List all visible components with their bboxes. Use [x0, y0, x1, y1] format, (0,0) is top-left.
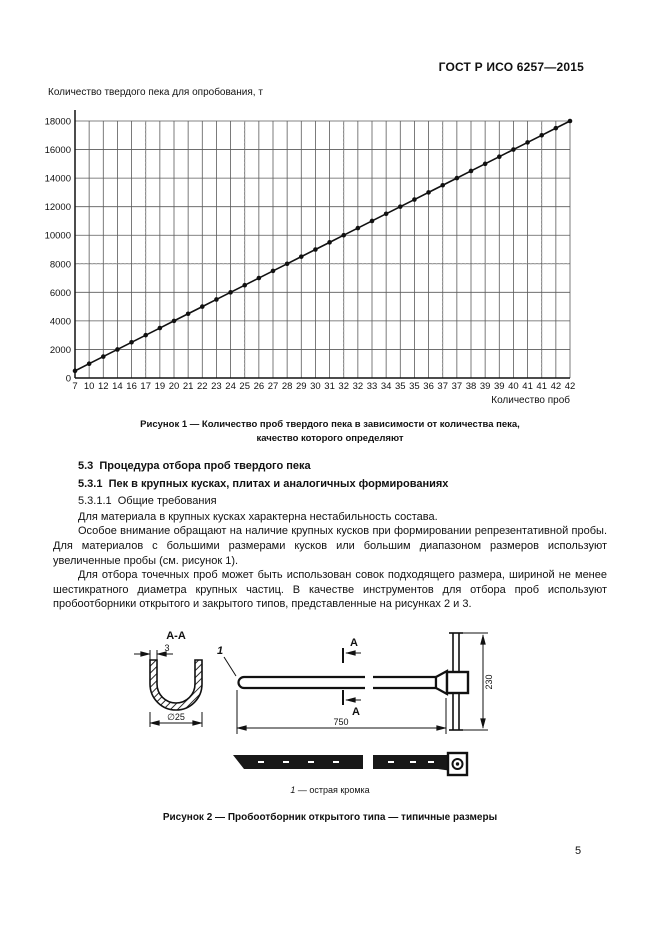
figure1-caption: [53, 418, 607, 445]
heading-5-3-1-1: 5.3.1.1 Общие требования: [78, 495, 217, 508]
handle-block: [447, 672, 468, 693]
trough-plan-left: [233, 755, 363, 769]
svg-text:23: 23: [211, 381, 222, 392]
heading-5-3: 5.3 Процедура отбора проб твердого пека: [78, 460, 311, 472]
svg-text:42: 42: [564, 381, 576, 392]
paragraph-1: Для материала в крупных кусках характерна нестабильность состава.: [78, 510, 438, 523]
svg-text:27: 27: [267, 381, 279, 392]
svg-text:12000: 12000: [44, 202, 71, 214]
svg-text:35: 35: [394, 381, 406, 392]
svg-text:33: 33: [366, 381, 378, 392]
chart-y-axis-label: Количество твердого пека для опробования, т: [48, 87, 263, 98]
svg-text:18000: 18000: [44, 116, 71, 128]
diameter-dimension: ∅25: [167, 712, 185, 722]
svg-text:32: 32: [338, 381, 350, 392]
svg-text:Количество проб: Количество проб: [491, 395, 570, 406]
svg-text:32: 32: [352, 381, 364, 392]
svg-text:34: 34: [380, 381, 392, 392]
svg-text:30: 30: [310, 381, 321, 392]
legend-callout-number: 1: [290, 785, 296, 795]
section-arrow-a-bottom: А: [352, 706, 360, 718]
paragraph-3: Для отбора точечных проб может быть использован совок подходящего размера, шириной не менее шестикратного диаметра крупных частиц. В качестве инструментов для отбора проб используют пробоотборники открытого и закрытого типов, представленные на рисунках 2 и 3.: [53, 569, 607, 611]
svg-text:39: 39: [493, 381, 505, 392]
svg-text:4000: 4000: [49, 316, 71, 328]
figure2-legend: [53, 785, 607, 795]
svg-text:36: 36: [423, 381, 434, 392]
section-arrow-a-top: А: [350, 637, 358, 649]
ferrule: [436, 671, 447, 694]
svg-text:2000: 2000: [49, 344, 71, 356]
section-aa-label: А-А: [166, 630, 186, 642]
svg-text:21: 21: [182, 381, 194, 392]
page-number: 5: [575, 845, 582, 857]
u-channel-cross-section: [150, 660, 202, 710]
handle-dimension: 230: [484, 674, 494, 690]
svg-text:12: 12: [97, 381, 109, 392]
svg-text:24: 24: [225, 381, 236, 392]
svg-text:7: 7: [72, 381, 78, 392]
svg-text:10: 10: [83, 381, 95, 392]
legend-text: — острая кромка: [295, 785, 370, 795]
svg-text:39: 39: [479, 381, 491, 392]
svg-text:17: 17: [140, 381, 152, 392]
length-dimension: 750: [333, 717, 349, 727]
heading-5-3-1: 5.3.1 Пек в крупных кусках, плитах и аналогичных формированиях: [78, 477, 449, 490]
svg-text:8000: 8000: [49, 259, 71, 271]
svg-text:6000: 6000: [49, 287, 71, 299]
svg-text:20: 20: [168, 381, 180, 392]
svg-text:28: 28: [281, 381, 293, 392]
svg-text:42: 42: [550, 381, 562, 392]
wall-thickness-dimension: 3: [164, 643, 170, 653]
rod-segment-left: [239, 677, 366, 688]
svg-text:29: 29: [295, 381, 307, 392]
svg-text:22: 22: [196, 381, 208, 392]
svg-text:0: 0: [65, 373, 71, 385]
figure2-technical-drawing: [130, 622, 550, 784]
svg-text:16000: 16000: [44, 145, 71, 157]
svg-text:41: 41: [536, 381, 548, 392]
svg-text:37: 37: [451, 381, 463, 392]
figure1-caption-line2: качество которого определяют: [256, 432, 404, 444]
svg-text:40: 40: [508, 381, 519, 392]
svg-text:25: 25: [239, 381, 251, 392]
svg-text:35: 35: [409, 381, 420, 392]
svg-text:31: 31: [324, 381, 335, 392]
document-header: ГОСТ Р ИСО 6257—2015: [438, 60, 584, 74]
callout-1: 1: [216, 645, 224, 657]
figure2-caption: Рисунок 2 — Пробоотборник открытого типа — типичные размеры: [162, 812, 498, 823]
svg-text:10000: 10000: [44, 230, 71, 242]
svg-text:16: 16: [126, 381, 137, 392]
figure1-caption-line1: Рисунок 1 — Количество проб твердого пека в зависимости от количества пека,: [140, 419, 520, 430]
svg-text:19: 19: [154, 381, 166, 392]
svg-text:26: 26: [253, 381, 265, 392]
svg-text:14000: 14000: [44, 173, 71, 185]
body-text: [53, 459, 607, 612]
svg-text:14: 14: [112, 381, 123, 392]
svg-text:38: 38: [465, 381, 477, 392]
svg-text:41: 41: [522, 381, 533, 392]
paragraph-2: Особое внимание обращают на наличие крупных кусков при формировании репрезентативной пробы. Для материалов с большими размерами кусков или большим диапазоном размеров используют увеличенные пробы (см. рисунок 1).: [53, 525, 607, 567]
svg-text:37: 37: [437, 381, 449, 392]
figure1-chart: [40, 100, 580, 415]
rod-segment-right: [373, 677, 436, 688]
